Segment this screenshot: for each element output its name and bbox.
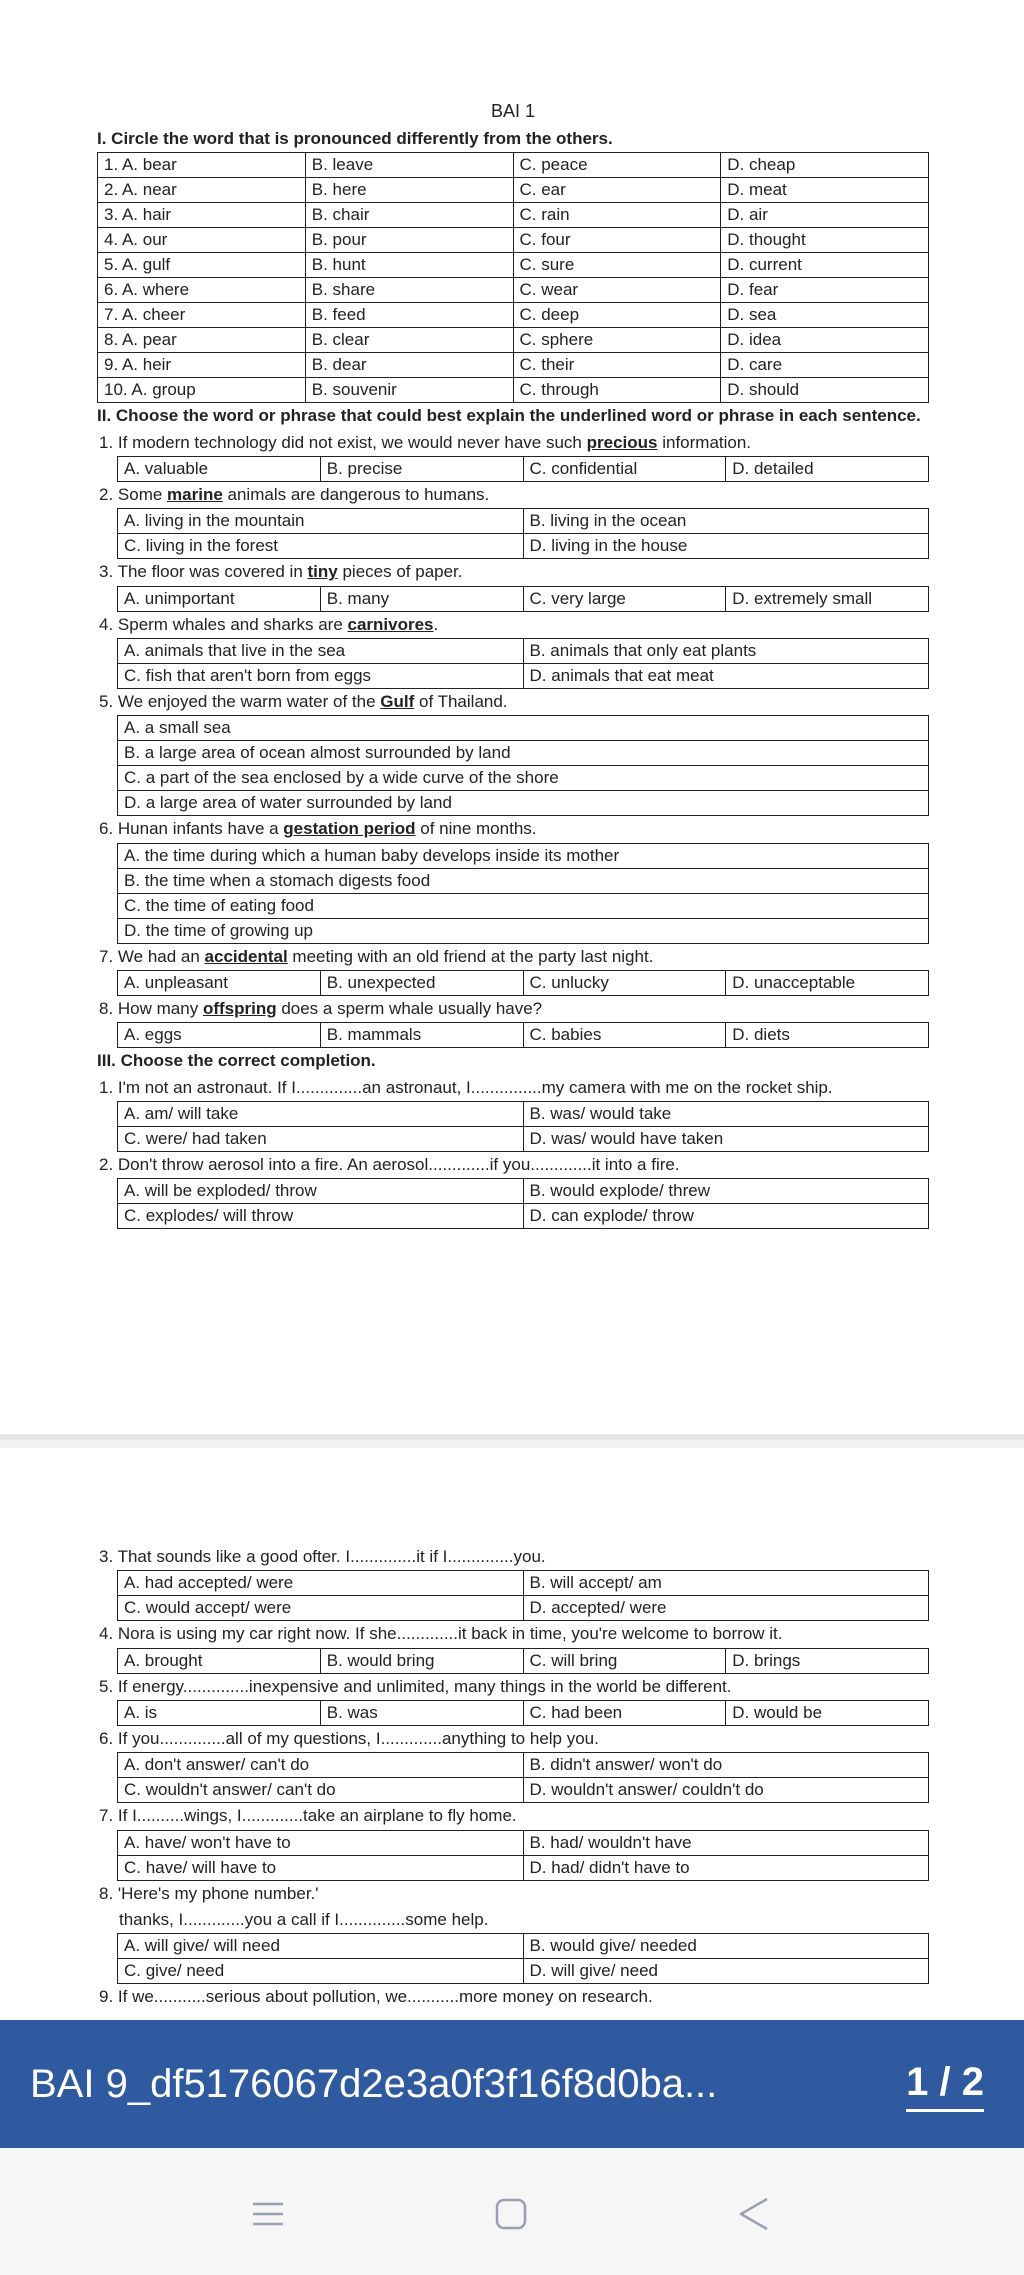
question-text: does a sperm whale usually have? bbox=[276, 998, 543, 1018]
question-text: animals are dangerous to humans. bbox=[222, 484, 490, 504]
option-cell[interactable]: A. brought bbox=[118, 1648, 321, 1673]
table-cell: D. should bbox=[721, 378, 929, 403]
options-row bbox=[118, 1934, 929, 1959]
table-cell: B. chair bbox=[305, 203, 513, 228]
document-title: BAI 1 bbox=[490, 101, 536, 121]
table-cell: D. idea bbox=[721, 328, 929, 353]
question-q7: 7. If I..........wings, I.............take an airplane to fly home. bbox=[99, 1806, 517, 1826]
table-cell: 8. A. pear bbox=[98, 328, 306, 353]
table-row bbox=[98, 178, 929, 203]
option-cell[interactable]: D. diets bbox=[726, 1023, 929, 1048]
question-text: information. bbox=[657, 432, 752, 452]
option-cell[interactable]: C. fish that aren't born from eggs bbox=[118, 663, 524, 688]
options-row bbox=[118, 1701, 929, 1726]
table-row bbox=[98, 203, 929, 228]
option-cell[interactable]: C. living in the forest bbox=[118, 534, 524, 559]
options-row bbox=[118, 1204, 929, 1229]
underlined-word: carnivores bbox=[347, 614, 434, 634]
table-cell: D. fear bbox=[721, 278, 929, 303]
underlined-word: gestation period bbox=[283, 819, 416, 839]
question-q4: 4. Nora is using my car right now. If she.............it back in time, you're welcome to borrow it. bbox=[99, 1624, 783, 1644]
underlined-word: precious bbox=[586, 432, 658, 452]
option-cell[interactable]: B. would explode/ threw bbox=[523, 1179, 929, 1204]
option-cell[interactable]: A. had accepted/ were bbox=[118, 1571, 524, 1596]
options-row bbox=[118, 1753, 929, 1778]
options-row bbox=[118, 534, 929, 559]
option-cell[interactable]: A. will be exploded/ throw bbox=[118, 1179, 524, 1204]
options-table bbox=[117, 1933, 929, 1984]
options-table bbox=[117, 970, 929, 996]
options-row bbox=[118, 970, 929, 995]
part2-questions bbox=[97, 430, 929, 1049]
table-row bbox=[98, 378, 929, 403]
option-cell[interactable]: A. eggs bbox=[118, 1023, 321, 1048]
table-cell: C. deep bbox=[513, 303, 721, 328]
option-cell[interactable]: B. would bring bbox=[320, 1648, 523, 1673]
question-q5: 5. If energy..............inexpensive and unlimited, many things in the world be different. bbox=[99, 1676, 732, 1696]
question-text: 8. How many bbox=[99, 998, 203, 1018]
options-table bbox=[117, 1752, 929, 1803]
option-cell[interactable]: D. the time of growing up bbox=[118, 918, 929, 943]
options-row bbox=[118, 1127, 929, 1152]
option-cell[interactable]: C. would accept/ were bbox=[118, 1596, 524, 1621]
table-cell: C. peace bbox=[513, 153, 721, 178]
options-table bbox=[117, 1700, 929, 1726]
table-cell: D. sea bbox=[721, 303, 929, 328]
table-cell: B. clear bbox=[305, 328, 513, 353]
underlined-word: tiny bbox=[307, 562, 338, 582]
pronunciation-table bbox=[97, 152, 929, 403]
question-text: pieces of paper. bbox=[337, 562, 463, 582]
question-q4 bbox=[97, 612, 929, 638]
question-text: 1. If modern technology did not exist, we would never have such bbox=[99, 432, 587, 452]
question-q8: 8. 'Here's my phone number.' bbox=[99, 1883, 319, 1903]
page-2-content bbox=[97, 1544, 929, 2007]
option-cell[interactable]: A. am/ will take bbox=[118, 1102, 524, 1127]
table-cell: B. hunt bbox=[305, 253, 513, 278]
options-table bbox=[117, 586, 929, 612]
options-row bbox=[118, 741, 929, 766]
option-cell[interactable]: D. animals that eat meat bbox=[523, 663, 929, 688]
option-cell[interactable]: D. accepted/ were bbox=[523, 1596, 929, 1621]
table-cell: D. air bbox=[721, 203, 929, 228]
option-cell[interactable]: C. give/ need bbox=[118, 1959, 524, 1984]
table-cell: D. meat bbox=[721, 178, 929, 203]
options-table bbox=[117, 843, 929, 944]
option-cell[interactable]: A. the time during which a human baby develops inside its mother bbox=[118, 843, 929, 868]
table-row bbox=[98, 228, 929, 253]
options-row bbox=[118, 791, 929, 816]
part3-questions-page1 bbox=[97, 1075, 929, 1230]
options-table bbox=[117, 1178, 929, 1229]
table-cell: C. four bbox=[513, 228, 721, 253]
option-cell[interactable]: B. would give/ needed bbox=[523, 1934, 929, 1959]
question-q8-line2: thanks, I.............you a call if I..............some help. bbox=[119, 1910, 489, 1930]
table-cell: B. souvenir bbox=[305, 378, 513, 403]
option-cell[interactable]: B. precise bbox=[320, 456, 523, 481]
table-cell: C. ear bbox=[513, 178, 721, 203]
option-cell[interactable]: C. have/ will have to bbox=[118, 1855, 524, 1880]
options-row bbox=[118, 1596, 929, 1621]
option-cell[interactable]: B. many bbox=[320, 586, 523, 611]
table-cell: C. their bbox=[513, 353, 721, 378]
table-cell: 4. A. our bbox=[98, 228, 306, 253]
options-table bbox=[117, 1101, 929, 1152]
question-text: 3. The floor was covered in bbox=[99, 562, 308, 582]
table-cell: 10. A. group bbox=[98, 378, 306, 403]
option-cell[interactable]: C. were/ had taken bbox=[118, 1127, 524, 1152]
question-q3 bbox=[97, 559, 929, 585]
option-cell[interactable]: C. the time of eating food bbox=[118, 893, 929, 918]
question-q8 bbox=[97, 996, 929, 1022]
table-cell: D. cheap bbox=[721, 153, 929, 178]
table-row bbox=[98, 303, 929, 328]
option-cell[interactable]: B. a large area of ocean almost surrounded by land bbox=[118, 741, 929, 766]
options-row bbox=[118, 1648, 929, 1673]
underlined-word: accidental bbox=[204, 946, 288, 966]
table-cell: 1. A. bear bbox=[98, 153, 306, 178]
question-q2: 2. Don't throw aerosol into a fire. An aerosol.............if you.............it into a fire. bbox=[99, 1155, 680, 1175]
underlined-word: offspring bbox=[202, 998, 277, 1018]
question-q5 bbox=[97, 689, 929, 715]
options-row bbox=[118, 1778, 929, 1803]
option-cell[interactable]: D. brings bbox=[726, 1648, 929, 1673]
table-row bbox=[98, 278, 929, 303]
option-cell[interactable]: D. would be bbox=[726, 1701, 929, 1726]
option-cell[interactable]: C. wouldn't answer/ can't do bbox=[118, 1778, 524, 1803]
page-counter[interactable]: 1 / 2 bbox=[906, 2060, 984, 2112]
table-cell: B. here bbox=[305, 178, 513, 203]
options-row bbox=[118, 918, 929, 943]
table-cell: B. pour bbox=[305, 228, 513, 253]
options-table bbox=[117, 1648, 929, 1674]
table-cell: B. share bbox=[305, 278, 513, 303]
table-row bbox=[98, 253, 929, 278]
part2-heading: II. Choose the word or phrase that could best explain the underlined word or phrase in each sentence. bbox=[97, 406, 921, 426]
part3-heading: III. Choose the correct completion. bbox=[97, 1051, 376, 1071]
option-cell[interactable]: D. extremely small bbox=[726, 586, 929, 611]
options-row bbox=[118, 843, 929, 868]
option-cell[interactable]: D. living in the house bbox=[523, 534, 929, 559]
options-row bbox=[118, 868, 929, 893]
underlined-word: Gulf bbox=[380, 691, 415, 711]
table-cell: D. current bbox=[721, 253, 929, 278]
options-row bbox=[118, 1571, 929, 1596]
document-filename[interactable]: BAI 9_df5176067d2e3a0f3f16f8d0ba... bbox=[30, 2062, 718, 2106]
option-cell[interactable]: B. animals that only eat plants bbox=[523, 638, 929, 663]
table-cell: C. through bbox=[513, 378, 721, 403]
option-cell[interactable]: D. wouldn't answer/ couldn't do bbox=[523, 1778, 929, 1803]
options-row bbox=[118, 766, 929, 791]
options-row bbox=[118, 456, 929, 481]
option-cell[interactable]: B. was/ would take bbox=[523, 1102, 929, 1127]
back-icon[interactable] bbox=[734, 2194, 774, 2234]
table-cell: B. dear bbox=[305, 353, 513, 378]
option-cell[interactable]: A. is bbox=[118, 1701, 321, 1726]
options-table bbox=[117, 1830, 929, 1881]
option-cell[interactable]: B. was bbox=[320, 1701, 523, 1726]
option-cell[interactable]: D. had/ didn't have to bbox=[523, 1855, 929, 1880]
options-row bbox=[118, 586, 929, 611]
table-row bbox=[98, 153, 929, 178]
table-cell: 7. A. cheer bbox=[98, 303, 306, 328]
table-cell: 5. A. gulf bbox=[98, 253, 306, 278]
question-text: 4. Sperm whales and sharks are bbox=[99, 614, 348, 634]
question-text: of nine months. bbox=[415, 819, 537, 839]
question-q1: 1. I'm not an astronaut. If I..............an astronaut, I...............my camera with me on the rocket ship. bbox=[99, 1077, 833, 1097]
table-cell: 6. A. where bbox=[98, 278, 306, 303]
question-q1 bbox=[97, 430, 929, 456]
options-row bbox=[118, 1959, 929, 1984]
option-cell[interactable]: A. unpleasant bbox=[118, 970, 321, 995]
option-cell[interactable]: B. will accept/ am bbox=[523, 1571, 929, 1596]
option-cell[interactable]: C. explodes/ will throw bbox=[118, 1204, 524, 1229]
question-q7 bbox=[97, 944, 929, 970]
options-row bbox=[118, 663, 929, 688]
option-cell[interactable]: C. will bring bbox=[523, 1648, 726, 1673]
question-text: 6. Hunan infants have a bbox=[99, 819, 284, 839]
option-cell[interactable]: B. didn't answer/ won't do bbox=[523, 1753, 929, 1778]
option-cell[interactable]: C. had been bbox=[523, 1701, 726, 1726]
options-row bbox=[118, 893, 929, 918]
option-cell[interactable]: C. babies bbox=[523, 1023, 726, 1048]
table-cell: C. rain bbox=[513, 203, 721, 228]
option-cell[interactable]: B. mammals bbox=[320, 1023, 523, 1048]
home-icon[interactable] bbox=[491, 2194, 531, 2234]
underlined-word: marine bbox=[167, 484, 223, 504]
question-text: 7. We had an bbox=[99, 946, 205, 966]
table-cell: D. care bbox=[721, 353, 929, 378]
option-cell[interactable]: A. a small sea bbox=[118, 716, 929, 741]
table-cell: 3. A. hair bbox=[98, 203, 306, 228]
option-cell[interactable]: D. was/ would have taken bbox=[523, 1127, 929, 1152]
menu-icon[interactable] bbox=[248, 2194, 288, 2234]
options-row bbox=[118, 1855, 929, 1880]
table-cell: 9. A. heir bbox=[98, 353, 306, 378]
option-cell[interactable]: D. detailed bbox=[726, 456, 929, 481]
option-cell[interactable]: A. valuable bbox=[118, 456, 321, 481]
option-cell[interactable]: D. unacceptable bbox=[726, 970, 929, 995]
question-text: 5. We enjoyed the warm water of the bbox=[99, 691, 381, 711]
table-cell: 2. A. near bbox=[98, 178, 306, 203]
options-table bbox=[117, 715, 929, 816]
options-table bbox=[117, 508, 929, 559]
options-row bbox=[118, 1179, 929, 1204]
options-row bbox=[118, 716, 929, 741]
options-row bbox=[118, 638, 929, 663]
part3-questions-page2 bbox=[97, 1544, 929, 1984]
table-cell: D. thought bbox=[721, 228, 929, 253]
option-cell[interactable]: B. unexpected bbox=[320, 970, 523, 995]
options-row bbox=[118, 509, 929, 534]
table-cell: C. sphere bbox=[513, 328, 721, 353]
table-row bbox=[98, 328, 929, 353]
option-cell[interactable]: C. very large bbox=[523, 586, 726, 611]
system-navigation-bar bbox=[0, 2148, 1024, 2275]
option-cell[interactable]: A. don't answer/ can't do bbox=[118, 1753, 524, 1778]
option-cell[interactable]: A. living in the mountain bbox=[118, 509, 524, 534]
option-cell[interactable]: A. will give/ will need bbox=[118, 1934, 524, 1959]
option-cell[interactable]: C. unlucky bbox=[523, 970, 726, 995]
question-q2 bbox=[97, 482, 929, 508]
option-cell[interactable]: D. will give/ need bbox=[523, 1959, 929, 1984]
table-cell: C. sure bbox=[513, 253, 721, 278]
question-text: 2. Some bbox=[99, 484, 168, 504]
table-cell: B. feed bbox=[305, 303, 513, 328]
table-row bbox=[98, 353, 929, 378]
question-text: of Thailand. bbox=[414, 691, 508, 711]
option-cell[interactable]: B. living in the ocean bbox=[523, 509, 929, 534]
table-cell: B. leave bbox=[305, 153, 513, 178]
question-9-partial: 9. If we...........serious about pollution, we...........more money on research. bbox=[99, 1987, 653, 2007]
option-cell[interactable]: D. a large area of water surrounded by land bbox=[118, 791, 929, 816]
table-cell: C. wear bbox=[513, 278, 721, 303]
option-cell[interactable]: B. had/ wouldn't have bbox=[523, 1830, 929, 1855]
question-q6: 6. If you..............all of my questions, I.............anything to help you. bbox=[99, 1729, 599, 1749]
page-1-content bbox=[97, 98, 929, 1229]
options-row bbox=[118, 1023, 929, 1048]
option-cell[interactable]: A. have/ won't have to bbox=[118, 1830, 524, 1855]
question-q3: 3. That sounds like a good ofter. I..............it if I..............you. bbox=[99, 1547, 546, 1566]
option-cell[interactable]: A. unimportant bbox=[118, 586, 321, 611]
option-cell[interactable]: C. a part of the sea enclosed by a wide curve of the shore bbox=[118, 766, 929, 791]
options-table bbox=[117, 1570, 929, 1621]
question-text: meeting with an old friend at the party last night. bbox=[287, 946, 654, 966]
options-table bbox=[117, 1022, 929, 1048]
options-row bbox=[118, 1102, 929, 1127]
document-viewer-bar bbox=[0, 2020, 1024, 2148]
options-table bbox=[117, 638, 929, 689]
options-row bbox=[118, 1830, 929, 1855]
question-q6 bbox=[97, 816, 929, 842]
option-cell[interactable]: A. animals that live in the sea bbox=[118, 638, 524, 663]
document-page-2 bbox=[0, 1448, 1024, 2020]
options-table bbox=[117, 456, 929, 482]
part1-heading: I. Circle the word that is pronounced differently from the others. bbox=[97, 128, 613, 148]
option-cell[interactable]: C. confidential bbox=[523, 456, 726, 481]
question-text: . bbox=[433, 614, 439, 634]
option-cell[interactable]: B. the time when a stomach digests food bbox=[118, 868, 929, 893]
option-cell[interactable]: D. can explode/ throw bbox=[523, 1204, 929, 1229]
